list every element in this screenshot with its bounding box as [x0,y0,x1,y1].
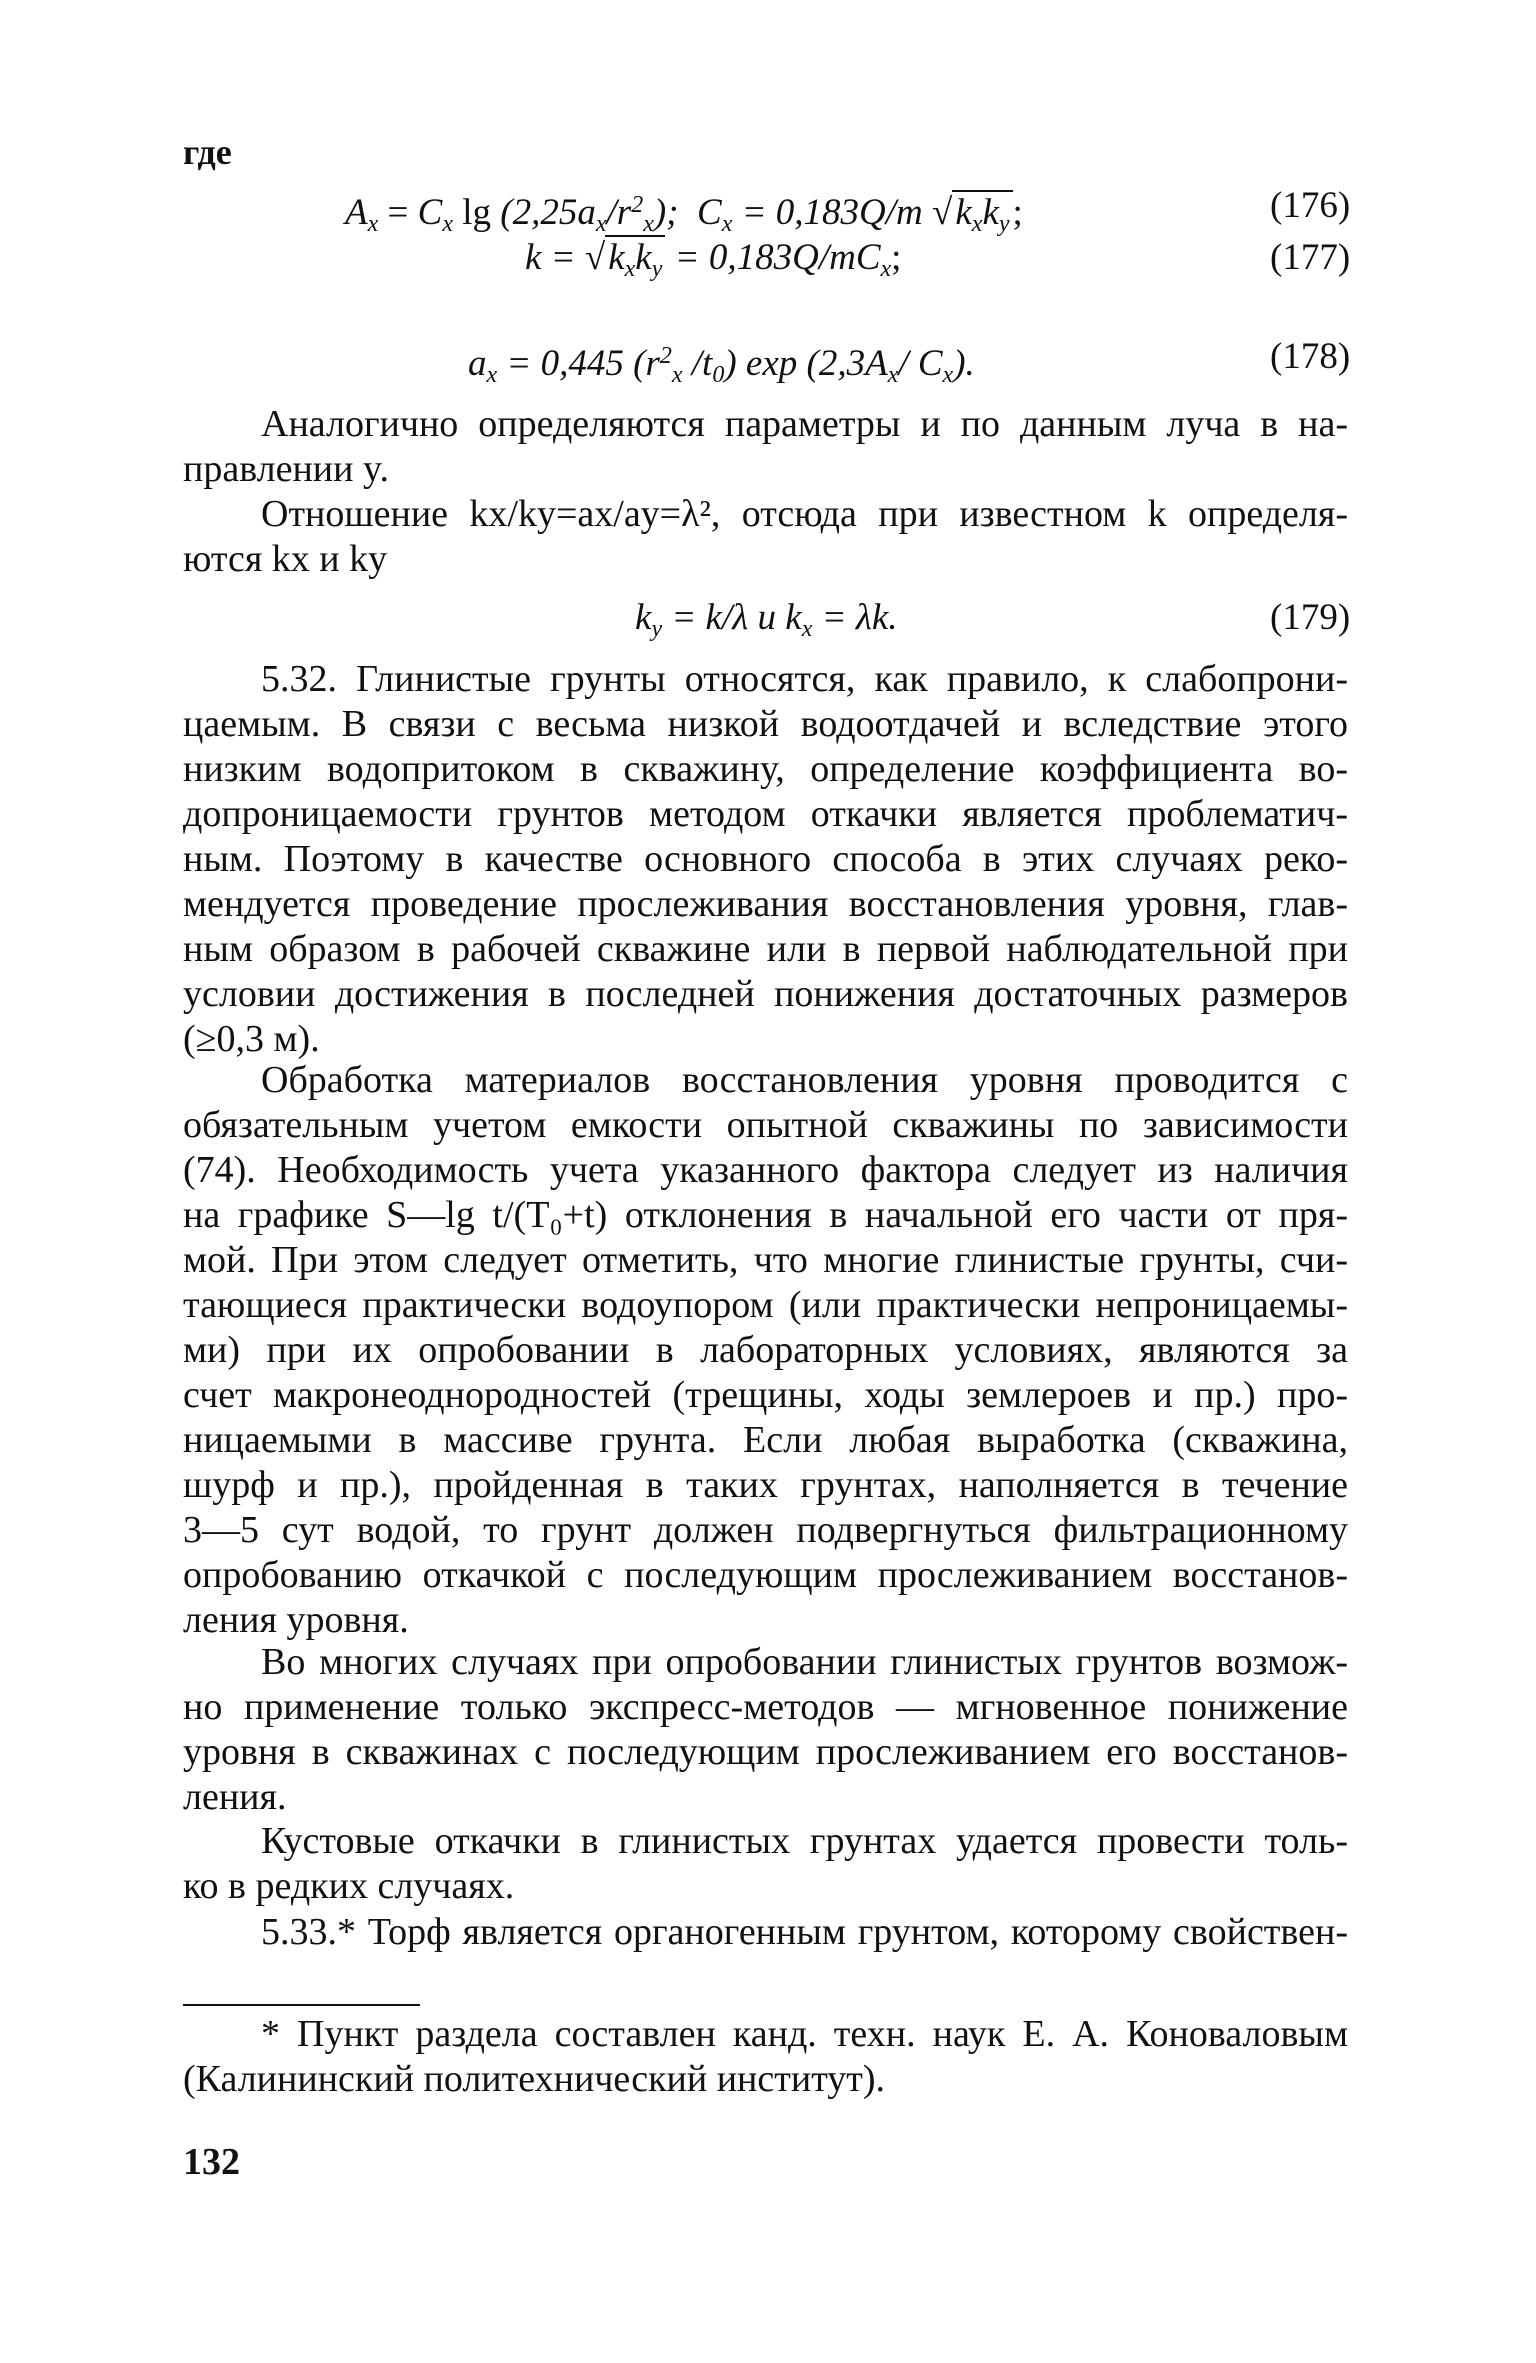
text-line: ления уровня. [183,1599,409,1641]
paragraph-analogous-parameters [183,402,1348,492]
text-line: * Пункт раздела составлен канд. техн. наук Е. А. Коноваловым [261,2013,1348,2055]
equation-178: $a_x = 0,445$ ($r^2_x$ $/t_0$) $\exp (2,3A_x/$ $C_x$). [468,343,975,388]
equation-177: $k = √k_xk_y = 0,183Q/mC_x$; [525,237,902,282]
text-line: ным образом в рабочей скважине или в первой наблюдательной при [183,928,1348,970]
page-number: 132 [183,2141,240,2183]
text-line: ления. [183,1776,287,1818]
text-line: ным. Поэтому в качестве основного способа в этих случаях реко- [183,838,1348,880]
text-line: правлении y. [183,448,390,490]
text-line: Отношение kx/ky=ax/ay=λ², отсюда при известном k определя- [261,493,1348,535]
text-line: уровня в скважинах с последующим прослеживанием его восстанов- [183,1731,1348,1773]
text-line: цаемым. В связи с весьма низкой водоотдачей и вследствие этого [183,703,1348,745]
text-line: Во многих случаях при опробовании глинистых грунтов возмож- [261,1641,1348,1683]
text-line: шурф и пр.), пройденная в таких грунтах, наполняется в течение [183,1464,1348,1506]
where-word: где [183,132,232,172]
text-line: ницаемыми в массиве грунта. Если любая выработка (скважина, [183,1419,1348,1461]
text-line: Кустовые откачки в глинистых грунтах удается провести толь- [261,1820,1348,1862]
text-line: 3—5 сут водой, то грунт должен подвергнуться фильтрационному [183,1509,1348,1551]
paragraph-cluster-pumping [183,1819,1348,1909]
text-line: Аналогично определяются параметры и по данным луча в на- [261,403,1348,445]
text-line: ми) при их опробовании в лабораторных условиях, являются за [183,1329,1348,1371]
paragraph-5-33 [183,1910,1348,1955]
text-line: условии достижения в последней понижения достаточных размеров [183,973,1348,1015]
text-line: мой. При этом следует отметить, что многие глинистые грунты, счи- [183,1239,1348,1281]
text-line: допроницаемости грунтов методом откачки является проблематич- [183,793,1348,835]
text-line: 5.32. Глинистые грунты относятся, как правило, к слабопрони- [261,658,1348,700]
text-line: обязательным учетом емкости опытной скважины по зависимости [183,1104,1348,1146]
equation-number-178: (178) [1270,336,1351,377]
text-line: (≥0,3 м). [183,1018,320,1060]
equation-176: $A_x = C_x$ $\lg (2,25a_x/r^2_x)$; $C_x = 0,183Q/m$ $√k_xk_y$; [345,192,1023,237]
text-line: мендуется проведение прослеживания восстановления уровня, глав- [183,883,1348,925]
paragraph-ratio [183,492,1348,582]
text-line: но применение только экспресс-методов — мгновенное понижение [183,1686,1348,1728]
footnote [183,2012,1348,2102]
equation-number-179: (179) [1270,597,1351,638]
paragraph-processing [183,1058,1348,1643]
footnote-separator [183,2004,420,2006]
paragraph-express-methods [183,1640,1348,1820]
text-line: опробованию откачкой с последующим прослеживанием восстанов- [183,1554,1348,1596]
equation-number-177: (177) [1270,237,1351,278]
text-line: (74). Необходимость учета указанного фактора следует из наличия [183,1149,1348,1191]
text-line: низким водопритоком в скважину, определение коэффициента во- [183,748,1348,790]
equation-179: $k_y = k/\lambda$ и $k_x = \lambda k$. [635,597,898,642]
paragraph-5-32 [183,657,1348,1062]
text-line: на графике S—lg t/(T₀+t) отклонения в начальной его части от пря- [183,1194,1348,1236]
text-line: счет макронеоднородностей (трещины, ходы землероев и пр.) про- [183,1374,1348,1416]
text-line: (Калининский политехнический институт). [183,2058,886,2100]
text-line: тающиеся практически водоупором (или практически непроницаемы- [183,1284,1348,1326]
equation-number-176: (176) [1270,185,1351,226]
text-line: Обработка материалов восстановления уровня проводится с [261,1059,1348,1101]
text-line: ко в редких случаях. [183,1865,515,1907]
text-line: ются kx и ky [183,538,388,580]
text-line: 5.33.* Торф является органогенным грунтом, которому свойствен- [261,1911,1348,1953]
